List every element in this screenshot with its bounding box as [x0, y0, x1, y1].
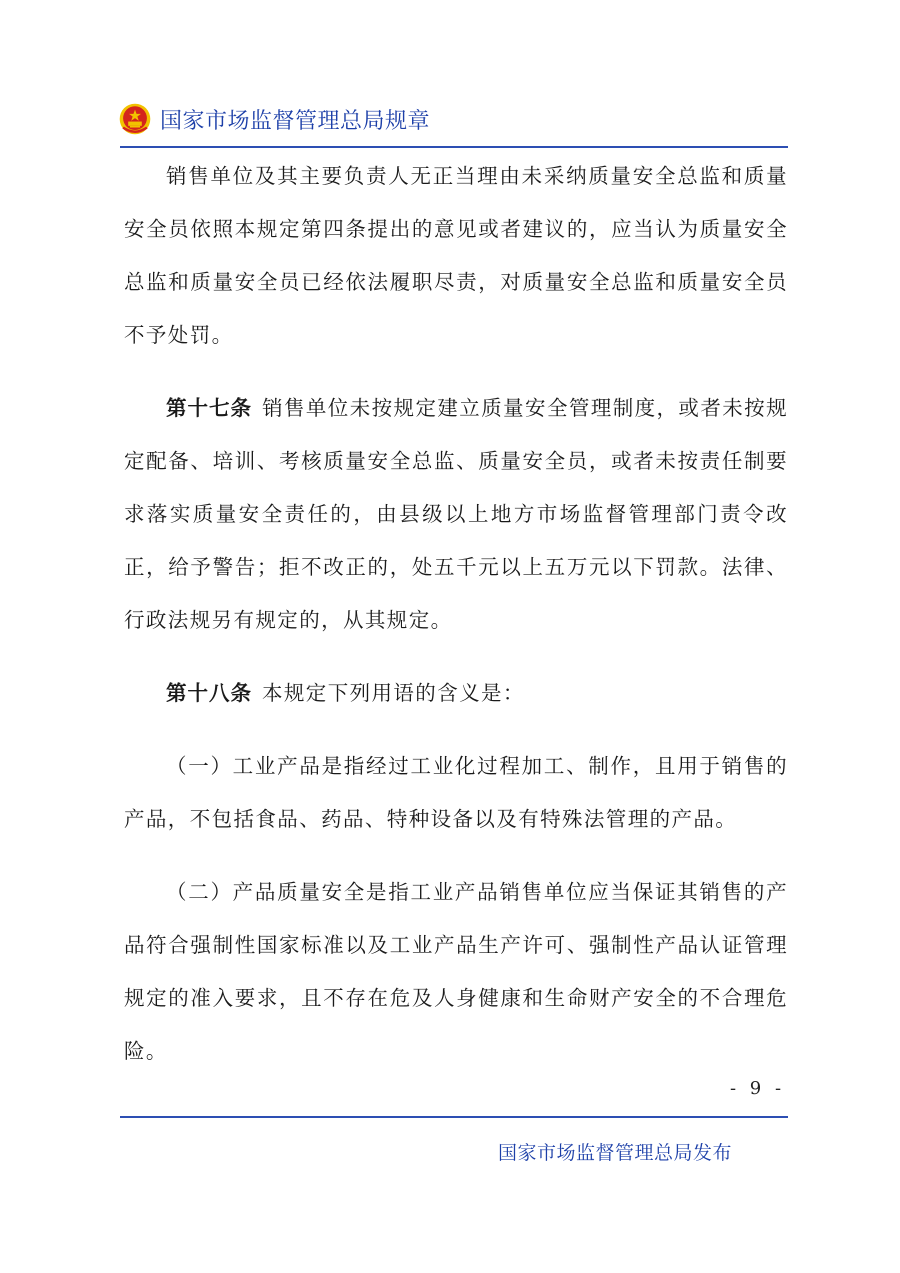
- paragraph-text: （二）产品质量安全是指工业产品销售单位应当保证其销售的产品符合强制性国家标准以及工业产品生产许可、强制性产品认证管理规定的准入要求，且不存在危及人身健康和生命财产安全的不合理危险。: [124, 880, 788, 1063]
- page-header: [118, 96, 430, 142]
- paragraph-item-1: [124, 740, 788, 846]
- paragraph-article-17: [124, 382, 788, 647]
- national-emblem-icon: [118, 102, 152, 136]
- footer-divider: [120, 1116, 788, 1118]
- paragraph-text: 销售单位及其主要负责人无正当理由未采纳质量安全总监和质量安全员依照本规定第四条提出的意见或者建议的，应当认为质量安全总监和质量安全员已经依法履职尽责，对质量安全总监和质量安全员不予处罚。: [124, 164, 788, 347]
- paragraph-text: 销售单位未按规定建立质量安全管理制度，或者未按规定配备、培训、考核质量安全总监、质量安全员，或者未按责任制要求落实质量安全责任的，由县级以上地方市场监督管理部门责令改正，给予警告；拒不改正的，处五千元以上五万元以下罚款。法律、行政法规另有规定的，从其规定。: [124, 396, 788, 632]
- page-number: - 9 -: [730, 1078, 786, 1099]
- header-divider: [120, 146, 788, 148]
- paragraph-text: （一）工业产品是指经过工业化过程加工、制作，且用于销售的产品，不包括食品、药品、特种设备以及有特殊法管理的产品。: [124, 754, 788, 831]
- article-body: [124, 150, 788, 1098]
- paragraph-item-2: [124, 866, 788, 1078]
- header-title: 国家市场监督管理总局规章: [160, 108, 431, 134]
- article-heading: 第十八条: [166, 681, 252, 705]
- paragraph-1: [124, 150, 788, 362]
- paragraph-article-18: [124, 667, 788, 720]
- paragraph-text: 本规定下列用语的含义是：: [262, 681, 525, 705]
- footer-publisher: 国家市场监督管理总局发布: [498, 1142, 733, 1164]
- article-heading: 第十七条: [166, 396, 253, 420]
